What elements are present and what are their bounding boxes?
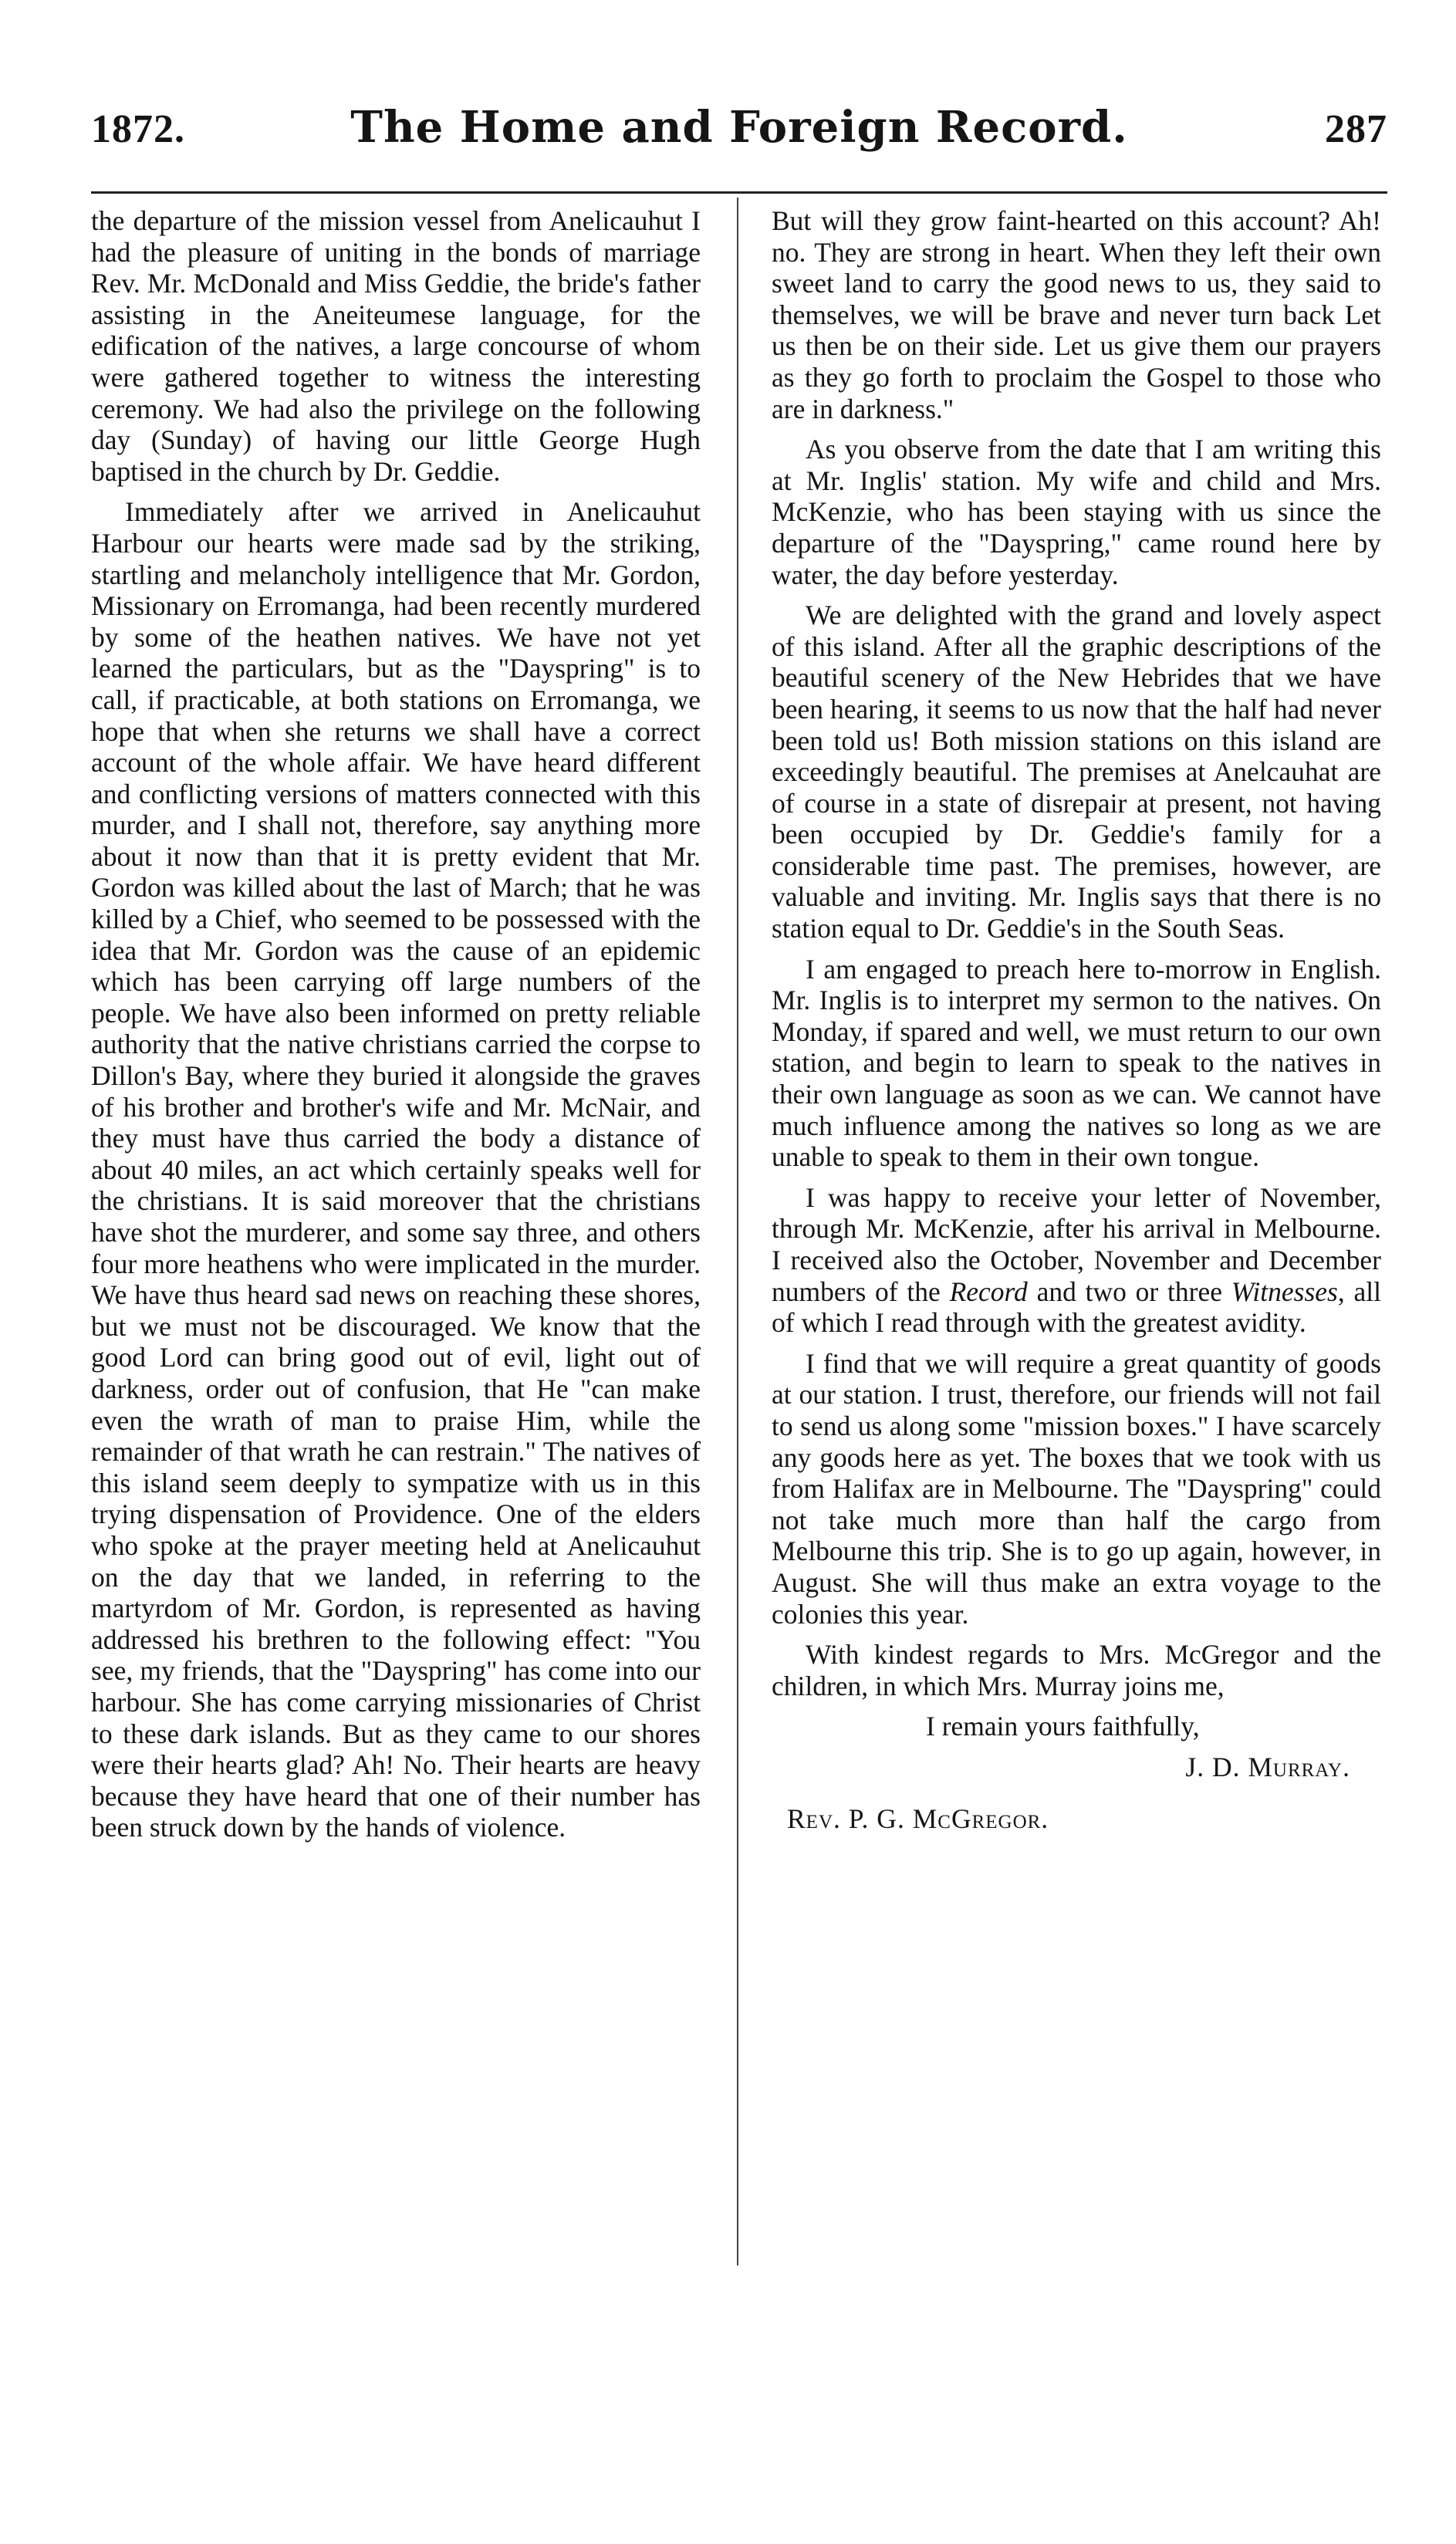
header-title: The Home and Foreign Record. xyxy=(350,102,1128,153)
right-column xyxy=(772,205,1381,1843)
paragraph xyxy=(772,1182,1381,1339)
paragraph: I am engaged to preach here to-morrow in English. Mr. Inglis is to interpret my sermon to the natives. On Monday, if spared and well, we must return to our own station, and begin to learn to speak to the natives in their own language as soon as we can. We cannot have much influence among the natives so long as we are unable to speak to them in their own tongue. xyxy=(772,953,1381,1173)
column-divider xyxy=(737,198,738,2265)
paragraph: Immediately after we arrived in Anelicauhut Harbour our hearts were made sad by the striking, startling and melancholy intelligence that Mr. Gordon, Missionary on Erromanga, had been recently murdered by some of the heathen natives. We have not yet learned the particulars, but as the "Dayspring" is to call, if practicable, at both stations on Erromanga, we hope that when she returns we shall have a correct account of the whole affair. We have heard different and conflicting versions of matters connected with this murder, and I shall not, therefore, say anything more about it now than that it is pretty evident that Mr. Gordon was killed about the last of March; that he was killed by a Chief, who seemed to be possessed with the idea that Mr. Gordon was the cause of an epidemic which has been carrying off large numbers of the people. We have also been informed on pretty reliable authority that the native christians carried the corpse to Dillon's Bay, where they buried it alongside the graves of his brother and brother's wife and Mr. McNair, and they must have thus carried the body a distance of about 40 miles, an act which certainly speaks well for the christians. It is said moreover that the christians have shot the murderer, and some say three, and others four more heathens who were implicated in the murder. We have thus heard sad news on reaching these shores, but we must not be discouraged. We know that the good Lord can bring good out of evil, light out of darkness, order out of confusion, that He "can make even the wrath of man to praise Him, while the remainder of that wrath he can restrain." The natives of this island seem deeply to sympatize with us in this trying dispensation of Providence. One of the elders who spoke at the prayer meeting held at Anelicauhut on the day that we landed, in referring to the martyrdom of Mr. Gordon, is represented as having addressed his brethren to the following effect: "You see, my friends, that the "Dayspring" has come into our harbour. She has come carrying missionaries of Christ to these dark islands. But as they came to our shores were their hearts glad? Ah! No. Their hearts are heavy because they have heard that one of their number has been struck down by the hands of violence. xyxy=(91,496,701,1843)
text-run: and two or three xyxy=(1027,1275,1231,1307)
italic-title-witnesses: Witnesses xyxy=(1231,1275,1338,1307)
header-year: 1872. xyxy=(91,107,185,151)
paragraph: We are delighted with the grand and lovely aspect of this island. After all the graphic descriptions of the beautiful scenery of the New Hebrides that we have been hearing, it seems to us now that the half had never been told us! Both mission stations on this island are exceedingly beautiful. The premises at Anelcauhat are of course in a state of disrepair at present, not having been occupied by Dr. Geddie's family for a considerable time past. The premises, however, are valuable and inviting. Mr. Inglis says that there is no station equal to Dr. Geddie's in the South Seas. xyxy=(772,600,1381,944)
italic-title-record: Record xyxy=(949,1275,1028,1307)
signature: J. D. Murray. xyxy=(1185,1751,1350,1782)
paragraph: As you observe from the date that I am writing this at Mr. Inglis' station. My wife and child and Mrs. McKenzie, who has been staying with us since the departure of the "Dayspring," came round here by water, the day before yesterday. xyxy=(772,434,1381,590)
left-column xyxy=(91,205,701,1853)
header-rule xyxy=(91,191,1387,194)
paragraph: But will they grow faint-hearted on this account? Ah! no. They are strong in heart. When they left their own sweet land to carry the good news to us, they said to themselves, we will be brave and never turn back Let us then be on their side. Let us give them our prayers as they go forth to proclaim the Gospel to those who are in darkness." xyxy=(772,205,1381,424)
paragraph: the departure of the mission vessel from Anelicauhut I had the pleasure of uniting in the bonds of marriage Rev. Mr. McDonald and Miss Geddie, the bride's father assisting in the Aneiteumese language, for the edification of the natives, a large concourse of whom were gathered together to witness the interesting ceremony. We had also the privilege on the following day (Sunday) of having our little George Hugh baptised in the church by Dr. Geddie. xyxy=(91,205,701,487)
text-run: , all of which I read through with the greatest avidity. xyxy=(772,1275,1382,1339)
addressee: Rev. P. G. McGregor. xyxy=(787,1802,1049,1834)
paragraph: With kindest regards to Mrs. McGregor and the children, in which Mrs. Murray joins me, xyxy=(772,1639,1381,1701)
page-header xyxy=(91,91,1387,160)
page-number: 287 xyxy=(1325,107,1387,151)
text-run: I was happy to receive your letter of November, through Mr. McKenzie, after his arrival in Melbourne. I received also the October, November and December numbers of the xyxy=(772,1181,1381,1307)
paragraph: I find that we will require a great quantity of goods at our station. I trust, therefore, our friends will not fail to send us along some "mission boxes." I have scarcely any goods here as yet. The boxes that we took with us from Halifax are in Melbourne. The "Dayspring" could not take much more than half the cargo from Melbourne this trip. She is to go up again, however, in August. She will thus make an extra voyage to the colonies this year. xyxy=(772,1347,1381,1630)
closing-line: I remain yours faithfully, xyxy=(926,1711,1200,1742)
